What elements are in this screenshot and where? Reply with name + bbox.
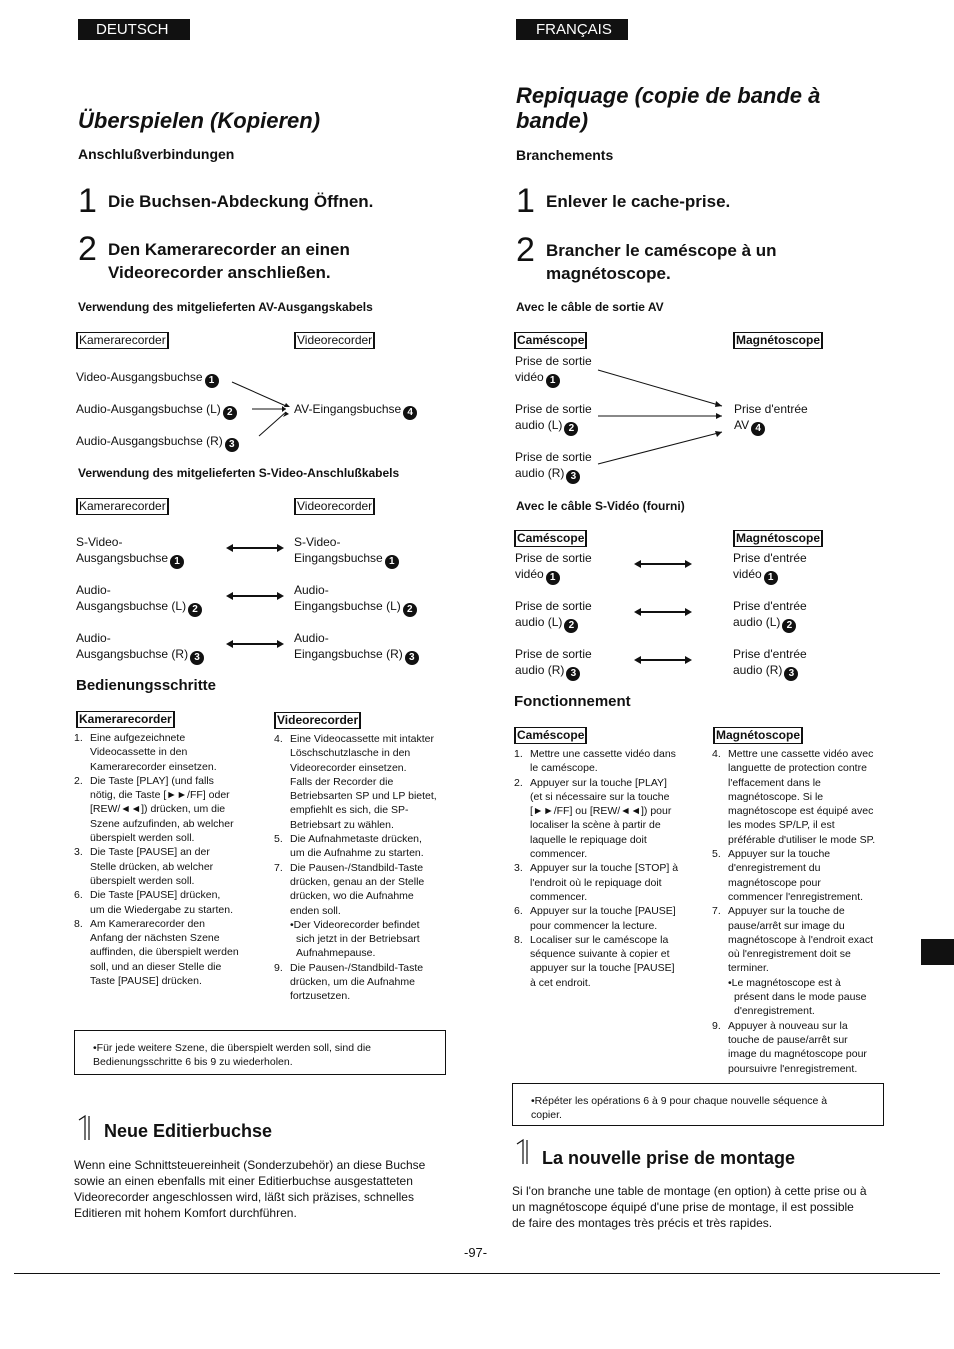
- jack-label: vidéo: [733, 567, 762, 581]
- language-tab-francais: FRANÇAIS: [516, 19, 628, 40]
- operation-heading: Bedienungsschritte: [76, 677, 217, 694]
- number-badge: 2: [782, 619, 796, 633]
- operation-steps-camcorder: [514, 747, 699, 990]
- step-line: überspielt werden soll.: [90, 874, 195, 887]
- step-line: •Le magnétoscope est à: [728, 976, 841, 989]
- jack-label: Prise de sortie: [515, 450, 592, 464]
- double-arrow-icon: [226, 543, 284, 553]
- jack-label: Prise de sortie: [515, 599, 592, 613]
- jack-label: Eingangsbuchse (L): [294, 599, 401, 613]
- step-line: Taste [PAUSE] drücken.: [90, 975, 202, 988]
- vcr-label: Magnétoscope: [733, 332, 823, 349]
- step-body: [728, 847, 863, 904]
- step-number: 9.: [712, 1019, 721, 1032]
- av-output-audio-l: [515, 401, 592, 436]
- jack-label: Prise de sortie: [515, 551, 592, 565]
- step-text-line: Brancher le caméscope à un: [546, 241, 777, 260]
- step-number: 1.: [74, 732, 83, 744]
- step-number: 7.: [274, 861, 283, 874]
- step-line: magnétoscope pour: [728, 876, 821, 889]
- number-badge: 1: [546, 374, 560, 388]
- number-badge: 3: [784, 667, 798, 681]
- vcr-label: Videorecorder: [294, 332, 375, 349]
- number-badge: 2: [564, 619, 578, 633]
- step-line: séquence suivante à copier et: [530, 948, 670, 961]
- step-line: Appuyer à nouveau sur la: [728, 1019, 848, 1032]
- step-line: laquelle le repiquage doit: [530, 833, 647, 846]
- jack-label: audio (L): [515, 615, 563, 629]
- step-line: Mettre une cassette vidéo dans: [530, 748, 676, 760]
- camcorder-label: Kamerarecorder: [76, 711, 175, 728]
- number-badge: 4: [403, 406, 417, 420]
- step-line: localiser la scène à partir de: [530, 819, 661, 832]
- step-number: 2: [516, 231, 535, 269]
- step-number: 8.: [74, 917, 83, 930]
- step-number: 4.: [712, 748, 721, 760]
- step-line: Die Aufnahmetaste drücken,: [290, 833, 422, 846]
- step-line: d'enregistrement.: [734, 1005, 815, 1018]
- step-number: 4.: [274, 733, 283, 745]
- step-line: Localiser sur le caméscope la: [530, 933, 669, 946]
- step-line: [REW/◄◄]) drücken, um die: [90, 803, 226, 816]
- step-number: 5.: [712, 848, 721, 861]
- operation-step: [74, 731, 264, 774]
- step-1: [78, 182, 374, 220]
- step-body: [290, 961, 423, 1004]
- operation-step: [274, 732, 449, 832]
- title-line: bande): [516, 108, 589, 133]
- step-line: Falls der Recorder die: [290, 775, 394, 788]
- step-line: um die Aufnahme zu starten.: [290, 847, 424, 860]
- camcorder-label: Caméscope: [514, 332, 587, 349]
- jack-label: Audio-: [294, 631, 329, 645]
- step-line: touche de pause/arrêt sur: [728, 1033, 848, 1046]
- step-body: [530, 861, 678, 904]
- step-text: [108, 234, 350, 284]
- step-line: magnétoscope. Si le: [728, 790, 824, 803]
- step-body: [728, 1019, 867, 1076]
- sv-output-2: [76, 582, 202, 617]
- jack-label: AV: [734, 418, 750, 432]
- step-line: soll, und an dieser Stelle die: [90, 960, 222, 973]
- jack-label: audio (L): [515, 418, 563, 432]
- sv-output-1: [515, 550, 592, 585]
- sv-input-1: [733, 550, 807, 585]
- note-box: [512, 1083, 884, 1126]
- operation-step: [514, 933, 699, 990]
- number-badge: 4: [751, 422, 765, 436]
- step-number: 1.: [514, 748, 523, 760]
- step-line: Eine Videocassette mit intakter: [290, 733, 434, 745]
- step-line: où l'enregistrement doit se: [728, 948, 851, 961]
- step-line: Szene aufzufinden, ab welcher: [90, 817, 234, 830]
- operation-step: [274, 861, 449, 961]
- step-2: [78, 230, 350, 284]
- sv-output-3: [76, 630, 204, 665]
- jack-label: Ausgangsbuchse (R): [76, 647, 189, 661]
- step-line: überspielt werden soll.: [90, 832, 195, 845]
- operation-steps-camcorder: [74, 731, 264, 988]
- vcr-label: Videorecorder: [274, 712, 361, 729]
- step-line: pour commencer la lecture.: [530, 919, 658, 932]
- step-line: à cet endroit.: [530, 976, 591, 989]
- av-output-audio-r: [515, 449, 592, 484]
- step-body: [90, 888, 233, 917]
- step-line: Appuyer sur la touche [PAUSE]: [530, 905, 676, 918]
- vcr-label: Videorecorder: [294, 498, 375, 515]
- section-paragraph: [512, 1183, 867, 1231]
- operation-step: [712, 847, 887, 904]
- operation-step: [712, 904, 887, 1018]
- double-arrow-icon: [634, 607, 692, 617]
- step-line: magnétoscope à l'endroit exact: [728, 933, 874, 946]
- number-badge: 3: [566, 470, 580, 484]
- step-body: [90, 917, 239, 988]
- operation-step: [514, 747, 699, 776]
- av-output-audio-l: [76, 401, 237, 420]
- step-number: 3.: [74, 846, 83, 859]
- sv-output-3: [515, 646, 592, 681]
- step-line: poursuivre l'enregistrement.: [728, 1062, 858, 1075]
- double-arrow-icon: [226, 639, 284, 649]
- paragraph-line: Editieren mit hohem Komfort durchführen.: [74, 1206, 297, 1220]
- jack-label: Prise d'entrée: [734, 402, 808, 416]
- step-line: présent dans le mode pause: [734, 991, 867, 1004]
- step-number: 1: [78, 182, 97, 220]
- paragraph-line: un magnétoscope équipé d'une prise de montage, il est possible: [512, 1200, 854, 1214]
- jack-label: AV-Eingangsbuchse: [294, 402, 402, 416]
- jack-label: Ausgangsbuchse: [76, 551, 169, 565]
- step-body: [290, 861, 424, 961]
- step-body: [530, 776, 671, 862]
- step-line: Videocassette in den: [90, 746, 188, 759]
- step-line: d'enregistrement du: [728, 862, 821, 875]
- number-badge: 3: [190, 651, 204, 665]
- step-line: l'endroit où le repiquage doit: [530, 876, 662, 889]
- step-line: Die Taste [PAUSE] an der: [90, 846, 210, 859]
- step-body: [90, 845, 213, 888]
- step-line: appuyer sur la touche [PAUSE]: [530, 962, 675, 975]
- step-line: pause/arrêt sur image du: [728, 919, 845, 932]
- jack-label: Prise de sortie: [515, 402, 592, 416]
- step-text-line: magnétoscope.: [546, 264, 671, 283]
- jack-label: Eingangsbuchse (R): [294, 647, 403, 661]
- operation-heading: Fonctionnement: [514, 693, 631, 710]
- step-body: [530, 933, 675, 990]
- step-line: Videorecorder einsetzen.: [290, 761, 407, 774]
- section-paragraph: [74, 1157, 425, 1221]
- step-line: Aufnahmepause.: [296, 947, 376, 960]
- paragraph-line: Si l'on branche une table de montage (en option) à cette prise ou à: [512, 1184, 867, 1198]
- step-body: [90, 731, 217, 774]
- step-number: 7.: [712, 905, 721, 918]
- step-2: [516, 231, 777, 285]
- number-badge: 3: [566, 667, 580, 681]
- step-line: Die Pausen-/Standbild-Taste: [290, 961, 424, 974]
- step-line: Appuyer sur la touche: [728, 848, 831, 861]
- step-line: um die Wiedergabe zu starten.: [90, 903, 233, 916]
- operation-steps-vcr: [712, 747, 887, 1076]
- step-text-line: Videorecorder anschließen.: [108, 263, 331, 282]
- step-line: sich jetzt in der Betriebsart: [296, 933, 420, 946]
- jack-label: Prise d'entrée: [733, 647, 807, 661]
- step-body: [290, 732, 437, 832]
- step-line: Die Taste [PLAY] (und falls: [90, 774, 214, 787]
- number-badge: 1: [205, 374, 219, 388]
- jack-label: Eingangsbuchse: [294, 551, 383, 565]
- note-line: Bedienungsschritte 6 bis 9 zu wiederholen.: [93, 1056, 293, 1068]
- camcorder-label: Kamerarecorder: [76, 332, 169, 349]
- step-body: [290, 832, 424, 861]
- av-input: [294, 401, 417, 420]
- svideo-cable-heading: Avec le câble S-Vidéo (fourni): [516, 499, 685, 513]
- camcorder-label: Caméscope: [514, 530, 587, 547]
- page-number: -97-: [464, 1245, 488, 1260]
- jack-label: S-Video-: [294, 535, 341, 549]
- step-number: 6.: [514, 905, 523, 918]
- operation-step: [74, 917, 264, 988]
- jack-label: audio (R): [515, 466, 565, 480]
- camcorder-label: Caméscope: [514, 727, 587, 744]
- step-line: enden soll.: [290, 904, 341, 917]
- step-line: les modes SP/LP, il est: [728, 819, 835, 832]
- connector-icon: [515, 1138, 529, 1166]
- step-line: empfiehlt es sich, die SP-: [290, 804, 409, 817]
- jack-label: Audio-Ausgangsbuchse (L): [76, 402, 221, 416]
- note-line: copier.: [531, 1109, 562, 1121]
- number-badge: 2: [188, 603, 202, 617]
- operation-step: [274, 961, 449, 1004]
- step-line: auffinden, die überspielt werden: [90, 946, 239, 959]
- step-line: le caméscope.: [530, 762, 598, 775]
- operation-step: [712, 1019, 887, 1076]
- operation-step: [712, 747, 887, 847]
- step-line: Betriebsart zu wählen.: [290, 818, 394, 831]
- number-badge: 1: [546, 571, 560, 585]
- step-line: [►►/FF] ou [REW/◄◄]) pour: [530, 805, 672, 818]
- step-line: Betriebsarten SP und LP bietet,: [290, 790, 437, 803]
- jack-label: S-Video-: [76, 535, 123, 549]
- operation-step: [274, 832, 449, 861]
- sv-input-1: [294, 534, 399, 569]
- svideo-cable-heading: Verwendung des mitgelieferten S-Video-Anschlußkabels: [78, 466, 400, 480]
- step-1: [516, 182, 731, 220]
- paragraph-line: de faire des montages très précis et très rapides.: [512, 1216, 773, 1230]
- step-line: Anfang der nächsten Szene: [90, 932, 220, 945]
- operation-step: [74, 888, 264, 917]
- step-line: commencer l'enregistrement.: [728, 890, 864, 903]
- operation-step: [74, 774, 264, 845]
- number-badge: 3: [405, 651, 419, 665]
- step-line: nötig, die Taste [►►/FF] oder: [90, 789, 230, 802]
- step-body: [728, 747, 875, 847]
- sv-input-3: [733, 646, 807, 681]
- step-line: drücken, genau an der Stelle: [290, 875, 425, 888]
- language-tab-deutsch: DEUTSCH: [78, 19, 190, 40]
- connector-icon: [77, 1114, 91, 1142]
- jack-label: vidéo: [515, 567, 544, 581]
- jack-label: Prise d'entrée: [733, 599, 807, 613]
- jack-label: audio (R): [733, 663, 783, 677]
- step-line: drücken, wo die Aufnahme: [290, 890, 414, 903]
- sv-output-2: [515, 598, 592, 633]
- av-cable-heading: Verwendung des mitgelieferten AV-Ausgangskabels: [78, 300, 373, 314]
- note-line: •Für jede weitere Szene, die überspielt werden soll, sind die: [93, 1042, 371, 1054]
- step-line: terminer.: [728, 962, 769, 975]
- step-number: 8.: [514, 933, 523, 946]
- av-output-audio-r: [76, 433, 239, 452]
- jack-label: Audio-: [294, 583, 329, 597]
- sv-output-1: [76, 534, 184, 569]
- step-line: préférable d'utiliser le mode SP.: [728, 833, 876, 846]
- step-text-line: Den Kamerarecorder an einen: [108, 240, 350, 259]
- step-line: commencer.: [530, 890, 588, 903]
- camcorder-label: Kamerarecorder: [76, 498, 169, 515]
- step-line: Am Kamerarecorder den: [90, 917, 205, 930]
- step-body: [728, 904, 873, 1018]
- note-line: •Répéter les opérations 6 à 9 pour chaque nouvelle séquence à: [531, 1095, 828, 1107]
- number-badge: 2: [564, 422, 578, 436]
- step-number: 5.: [274, 833, 283, 846]
- paragraph-line: Videorecorder angeschlossen wird, läßt sich präzises, schnelles: [74, 1190, 414, 1204]
- step-line: Kamerarecorder einsetzen.: [90, 760, 217, 773]
- step-line: magnétoscope est équipé avec: [728, 805, 874, 818]
- av-cable-lines: [224, 376, 294, 444]
- jack-label: vidéo: [515, 370, 544, 384]
- step-line: Stelle drücken, ab welcher: [90, 860, 214, 873]
- sv-input-2: [294, 582, 417, 617]
- step-line: Mettre une cassette vidéo avec: [728, 748, 874, 760]
- jack-label: Prise de sortie: [515, 354, 592, 368]
- title-line: Repiquage (copie de bande à: [516, 83, 821, 108]
- jack-label: Prise de sortie: [515, 647, 592, 661]
- step-body: [90, 774, 234, 845]
- step-text: [546, 235, 777, 285]
- step-body: [530, 747, 676, 776]
- section-subtitle: Branchements: [516, 147, 614, 163]
- number-badge: 1: [764, 571, 778, 585]
- jack-label: Audio-: [76, 631, 111, 645]
- paragraph-line: Wenn eine Schnittsteuereinheit (Sonderzubehör) an diese Buchse: [74, 1158, 426, 1172]
- note-box: [74, 1030, 446, 1075]
- number-badge: 1: [170, 555, 184, 569]
- step-line: drücken, um die Aufnahme: [290, 976, 415, 989]
- double-arrow-icon: [634, 655, 692, 665]
- page-title: [516, 83, 820, 133]
- operation-step: [74, 845, 264, 888]
- step-number: 2: [78, 230, 97, 268]
- jack-label: Audio-Ausgangsbuchse (R): [76, 434, 223, 448]
- step-number: 2.: [514, 776, 523, 789]
- operation-step: [514, 861, 699, 904]
- section-heading: La nouvelle prise de montage: [542, 1148, 796, 1168]
- jack-label: Video-Ausgangsbuchse: [76, 370, 203, 384]
- step-line: image du magnétoscope pour: [728, 1048, 867, 1061]
- av-output-video: [515, 353, 592, 388]
- av-input: [734, 401, 808, 436]
- step-number: 6.: [74, 889, 83, 902]
- step-line: l'effacement dans le: [728, 776, 821, 789]
- step-body: [530, 904, 676, 933]
- step-line: fortzusetzen.: [290, 990, 351, 1003]
- av-cable-heading: Avec le câble de sortie AV: [516, 300, 664, 314]
- step-line: Die Taste [PAUSE] drücken,: [90, 889, 221, 902]
- step-line: (et si nécessaire sur la touche: [530, 790, 670, 803]
- step-line: Appuyer sur la touche de: [728, 905, 845, 918]
- number-badge: 1: [385, 555, 399, 569]
- vcr-label: Magnétoscope: [733, 530, 823, 547]
- section-heading: Neue Editierbuchse: [104, 1121, 273, 1141]
- jack-label: audio (R): [515, 663, 565, 677]
- jack-label: Ausgangsbuchse (L): [76, 599, 187, 613]
- step-text: Die Buchsen-Abdeckung Öffnen.: [108, 192, 374, 211]
- side-index-tab: [921, 939, 954, 965]
- section-subtitle: Anschlußverbindungen: [78, 146, 235, 162]
- step-line: •Der Videorecorder befindet: [290, 918, 420, 931]
- step-line: Eine aufgezeichnete: [90, 732, 186, 744]
- step-number: 3.: [514, 862, 523, 875]
- jack-label: Audio-: [76, 583, 111, 597]
- operation-step: [514, 776, 699, 862]
- jack-label: Prise d'entrée: [733, 551, 807, 565]
- jack-label: audio (L): [733, 615, 781, 629]
- step-text: Enlever le cache-prise.: [546, 192, 731, 211]
- operation-steps-vcr: [274, 732, 449, 1004]
- number-badge: 2: [223, 406, 237, 420]
- av-output-video: [76, 369, 219, 388]
- step-line: languette de protection contre: [728, 762, 867, 775]
- operation-step: [514, 904, 699, 933]
- step-number: 9.: [274, 961, 283, 974]
- number-badge: 2: [403, 603, 417, 617]
- sv-input-3: [294, 630, 419, 665]
- vcr-label: Magnétoscope: [713, 727, 803, 744]
- step-line: Die Pausen-/Standbild-Taste: [290, 861, 424, 874]
- double-arrow-icon: [226, 591, 284, 601]
- av-cable-lines: [598, 368, 728, 468]
- sv-input-2: [733, 598, 807, 633]
- paragraph-line: sowie an einen ebenfalls mit einer Editierbuchse ausgestatteten: [74, 1174, 413, 1188]
- page-title: Überspielen (Kopieren): [78, 108, 321, 133]
- number-badge: 3: [225, 438, 239, 452]
- step-number: 1: [516, 182, 535, 220]
- step-line: Appuyer sur la touche [PLAY]: [530, 776, 667, 789]
- step-line: Appuyer sur la touche [STOP] à: [530, 862, 679, 875]
- step-number: 2.: [74, 774, 83, 787]
- step-line: commencer.: [530, 848, 588, 861]
- footer-divider: [14, 1273, 940, 1274]
- double-arrow-icon: [634, 559, 692, 569]
- step-line: Löschschutzlasche in den: [290, 747, 411, 760]
